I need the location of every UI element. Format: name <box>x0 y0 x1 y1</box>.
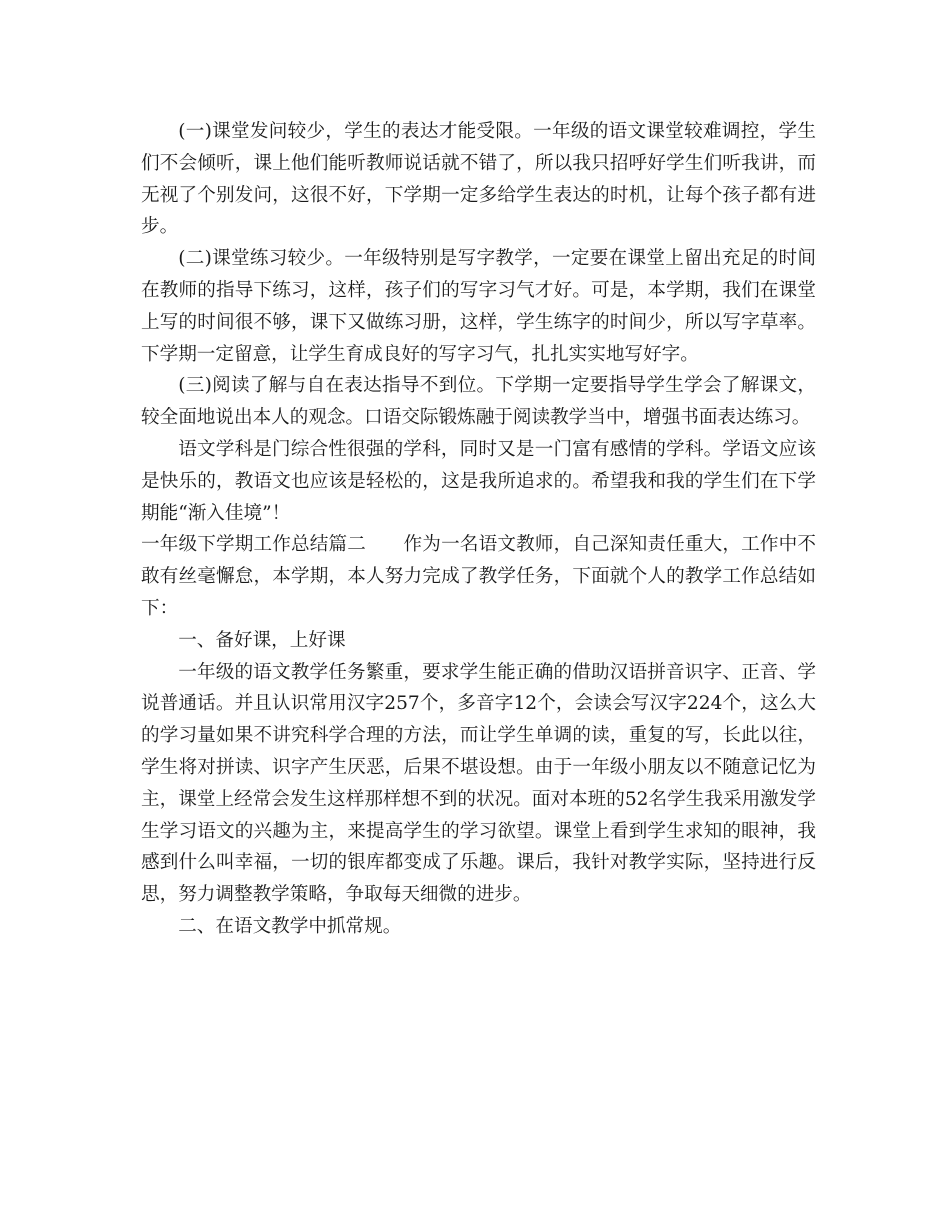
subheading-prepare-lessons: 一、备好课，上好课 <box>178 629 346 651</box>
paragraph-4: 语文学科是门综合性很强的学科，同时又是一门富有感情的学科。学语文应该是快乐的，教语文也应该是轻松的，这是我所追求的。希望我和我的学生们在下学期能“渐入佳境”！ <box>141 438 816 524</box>
subheading-routine: 二、在语文教学中抓常规。 <box>178 915 402 937</box>
paragraph-teaching-tasks: 一年级的语文教学任务繁重，要求学生能正确的借助汉语拼音识字、正音、学说普通话。并且认识常用汉字257个，多音字12个，会读会写汉字224个，这么大的学习量如果不讲究科学合理的方法，而让学生单调的读，重复的写，长此以往，学生将对拼读、识字产生厌恶，后果不堪设想。由于一年级小朋友以不随意记忆为主，课堂上经常会发生这样那样想不到的状况。面对本班的52名学生我采用激发学生学习语文的兴趣为主，来提高学生的学习欲望。课堂上看到学生求知的眼神，我感到什么叫幸福，一切的银库都变成了乐趣。课后，我针对教学实际，坚持进行反思，努力调整教学策略，争取每天细微的进步。 <box>141 661 816 906</box>
paragraph-2: (二)课堂练习较少。一年级特别是写字教学，一定要在课堂上留出充足的时间在教师的指导下练习，这样，孩子们的写字习气才好。可是，本学期，我们在课堂上写的时间很不够，课下又做练习册，这样，学生练字的时间少，所以写字草率。下学期一定留意，让学生育成良好的写字习气，扎扎实实地写好字。 <box>141 248 816 365</box>
section-heading-part-two: 一年级下学期工作总结篇二 作为一名语文教师，自己深知责任重大，工作中不敢有丝毫懈怠，本学期，本人努力完成了教学任务，下面就个人的教学工作总结如下： <box>141 534 816 619</box>
paragraph-3: (三)阅读了解与自在表达指导不到位。下学期一定要指导学生学会了解课文，较全面地说出本人的观念。口语交际锻炼融于阅读教学当中，增强书面表达练习。 <box>141 375 816 429</box>
paragraph-1: (一)课堂发问较少，学生的表达才能受限。一年级的语文课堂较难调控，学生们不会倾听，课上他们能听教师说话就不错了，所以我只招呼好学生们听我讲，而无视了个别发问，这很不好，下学期一定多给学生表达的时机，让每个孩子都有进步。 <box>141 121 816 238</box>
document-body <box>141 116 816 943</box>
